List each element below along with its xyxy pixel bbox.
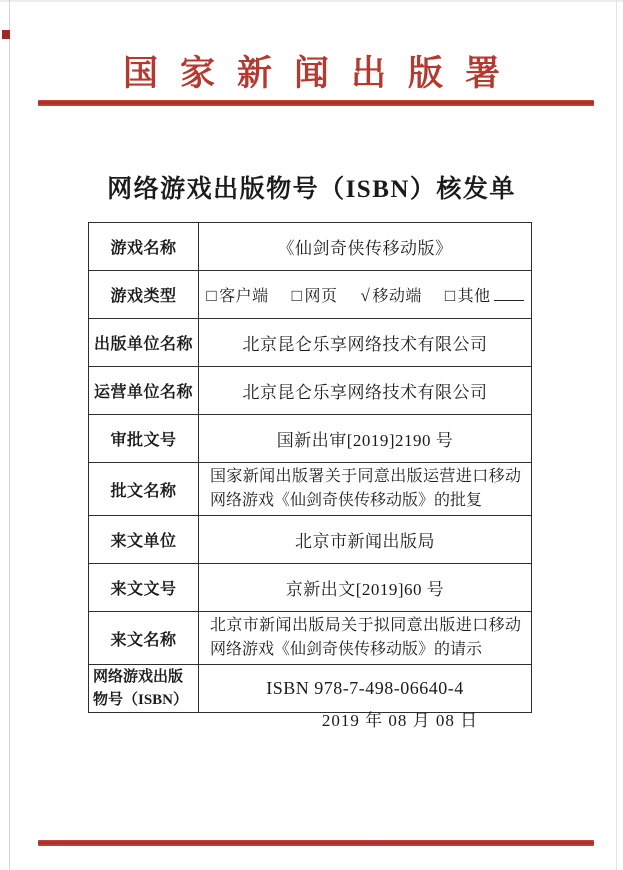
isbn-form-table [88, 222, 532, 713]
checkbox-option-label: 移动端 [372, 288, 422, 305]
row-label: 批文名称 [89, 463, 199, 516]
row-label: 运营单位名称 [89, 367, 199, 415]
row-label: 网络游戏出版物号（ISBN） [89, 665, 199, 713]
table-row-game-name [89, 223, 532, 271]
table-row-game-type [89, 271, 532, 319]
row-value [199, 271, 532, 319]
scan-edge-left [9, 0, 10, 870]
table-row-submission-title [89, 612, 532, 665]
row-value: 北京市新闻出版局 [199, 516, 532, 564]
scan-edge-right [616, 0, 617, 870]
row-label: 来文名称 [89, 612, 199, 665]
game-type-options [202, 283, 528, 306]
checkmark-icon: √ [360, 286, 371, 305]
checkbox-option-label: 网页 [304, 288, 338, 305]
row-value: 北京昆仑乐享网络技术有限公司 [199, 319, 532, 367]
footer-red-rule [38, 840, 594, 846]
fill-in-blank-line [494, 287, 524, 301]
row-label: 审批文号 [89, 415, 199, 463]
checkbox-option-mobile-checked [360, 283, 421, 306]
isbn-value: ISBN 978-7-498-06640-4 [199, 665, 532, 713]
row-value: 国新出审[2019]2190 号 [199, 415, 532, 463]
checkbox-option-label: 其他 [457, 288, 491, 305]
row-value: 北京市新闻出版局关于拟同意出版进口移动网络游戏《仙剑奇侠传移动版》的请示 [199, 612, 532, 665]
form-title: 网络游戏出版物号（ISBN）核发单 [107, 176, 516, 203]
checkbox-empty-icon: □ [291, 286, 303, 305]
table-row-approval-title [89, 463, 532, 516]
checkbox-option-web [292, 283, 338, 306]
row-value: 《仙剑奇侠传移动版》 [199, 223, 532, 271]
checkbox-empty-icon: □ [206, 286, 218, 305]
row-label: 来文文号 [89, 564, 199, 612]
checkbox-option-other [445, 283, 524, 306]
checkbox-option-label: 客户端 [219, 288, 269, 305]
checkbox-option-client [206, 283, 268, 306]
table-row-operator [89, 367, 532, 415]
corner-red-mark [2, 30, 10, 39]
row-value: 国家新闻出版署关于同意出版运营进口移动网络游戏《仙剑奇侠传移动版》的批复 [199, 463, 532, 516]
row-label: 出版单位名称 [89, 319, 199, 367]
row-label: 游戏名称 [89, 223, 199, 271]
table-row-submitting-unit [89, 516, 532, 564]
row-value: 北京昆仑乐享网络技术有限公司 [199, 367, 532, 415]
agency-title: 国家新闻出版署 [122, 54, 522, 93]
table-row-publisher [89, 319, 532, 367]
row-label: 游戏类型 [89, 271, 199, 319]
header-red-rule [38, 100, 594, 106]
scan-edge-top [0, 0, 623, 2]
checkbox-empty-icon: □ [444, 286, 456, 305]
table-row-submission-number [89, 564, 532, 612]
row-value: 京新出文[2019]60 号 [199, 564, 532, 612]
issue-date: 2019 年 08 月 08 日 [321, 711, 479, 730]
table-row-approval-number [89, 415, 532, 463]
row-label: 来文单位 [89, 516, 199, 564]
